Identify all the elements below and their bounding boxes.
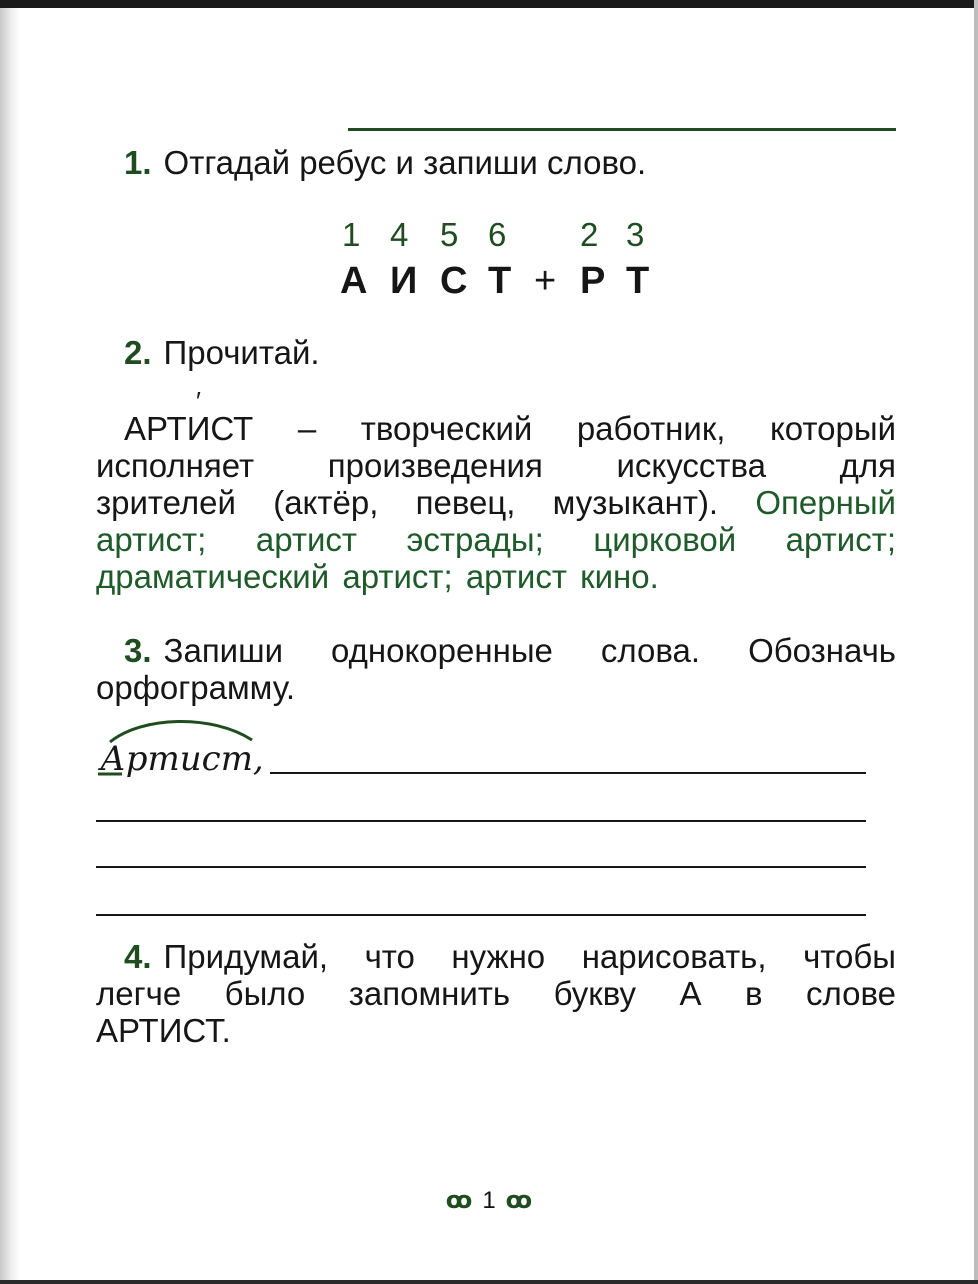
answer-line-2[interactable] — [96, 820, 866, 822]
answer-line-1[interactable] — [270, 772, 866, 774]
task-4 — [96, 938, 896, 1049]
example-start: Оперный — [755, 484, 896, 521]
rebus-letter: Т — [488, 260, 512, 302]
page-number: 1 — [482, 1187, 496, 1214]
scan-top-edge — [0, 0, 978, 8]
rebus-letter: Р — [580, 260, 606, 302]
definition-line: зрителей (актёр, певец, музыкант). — [96, 484, 719, 521]
definition-line-mixed — [96, 484, 896, 521]
task-3-line — [96, 632, 896, 669]
rebus-numbers — [340, 216, 680, 256]
rebus-letters — [340, 260, 680, 304]
example-line: драматический артист; артист кино. — [96, 558, 659, 595]
rebus-number: 6 — [488, 216, 507, 253]
page-footer — [0, 1186, 978, 1215]
task-3-text: Запиши однокоренные слова. Обозначь — [163, 632, 896, 669]
rebus-letter: А — [340, 260, 368, 302]
task-4-line: АРТИСТ. — [96, 1012, 231, 1049]
handwritten-sample — [92, 712, 272, 792]
ornament-left-icon: ꝏ — [445, 1187, 473, 1214]
task-3-number: 3. — [124, 632, 152, 669]
rebus-number: 4 — [390, 216, 409, 253]
rebus-number: 3 — [626, 216, 645, 253]
rebus-number: 5 — [440, 216, 459, 253]
definition-paragraph — [96, 410, 896, 595]
task-1-text: Отгадай ребус и запиши слово. — [163, 144, 647, 181]
task-4-line — [96, 938, 896, 975]
handwriting-art — [92, 712, 272, 792]
task-1-number: 1. — [124, 144, 152, 181]
scan-bottom-edge — [0, 1280, 978, 1284]
task-4-number: 4. — [124, 938, 152, 975]
rebus — [340, 216, 680, 300]
task-2-number: 2. — [124, 334, 152, 371]
scan-right-edge — [974, 0, 978, 1284]
rebus-letter: Т — [626, 260, 650, 302]
definition-line: АРТИСТ – творческий работник, который — [124, 410, 896, 447]
example-line: артист; артист эстрады; цирковой артист; — [96, 521, 896, 558]
answer-line-4[interactable] — [96, 914, 866, 916]
task-1 — [124, 144, 924, 181]
rebus-number: 2 — [580, 216, 599, 253]
handwritten-word: Артист, — [100, 739, 264, 779]
rebus-plus: + — [534, 260, 557, 302]
task-3 — [96, 632, 896, 706]
task-2 — [124, 334, 924, 371]
rebus-number: 1 — [342, 216, 361, 253]
page-binding-edge — [0, 0, 20, 1284]
task-3-line: орфограмму. — [96, 669, 296, 706]
ornament-right-icon: ꝏ — [505, 1187, 533, 1214]
task-4-line: легче было запомнить букву А в слове — [96, 975, 896, 1012]
definition-line: исполняет произведения искусства для — [96, 447, 896, 484]
stress-accent-mark: ′ — [196, 386, 201, 416]
task-4-text: Придумай, что нужно нарисовать, чтобы — [163, 938, 896, 975]
rebus-letter: С — [440, 260, 468, 302]
answer-line-3[interactable] — [96, 866, 866, 868]
rebus-letter: И — [390, 260, 418, 302]
task-2-text: Прочитай. — [163, 334, 320, 371]
name-write-line[interactable] — [348, 128, 896, 131]
